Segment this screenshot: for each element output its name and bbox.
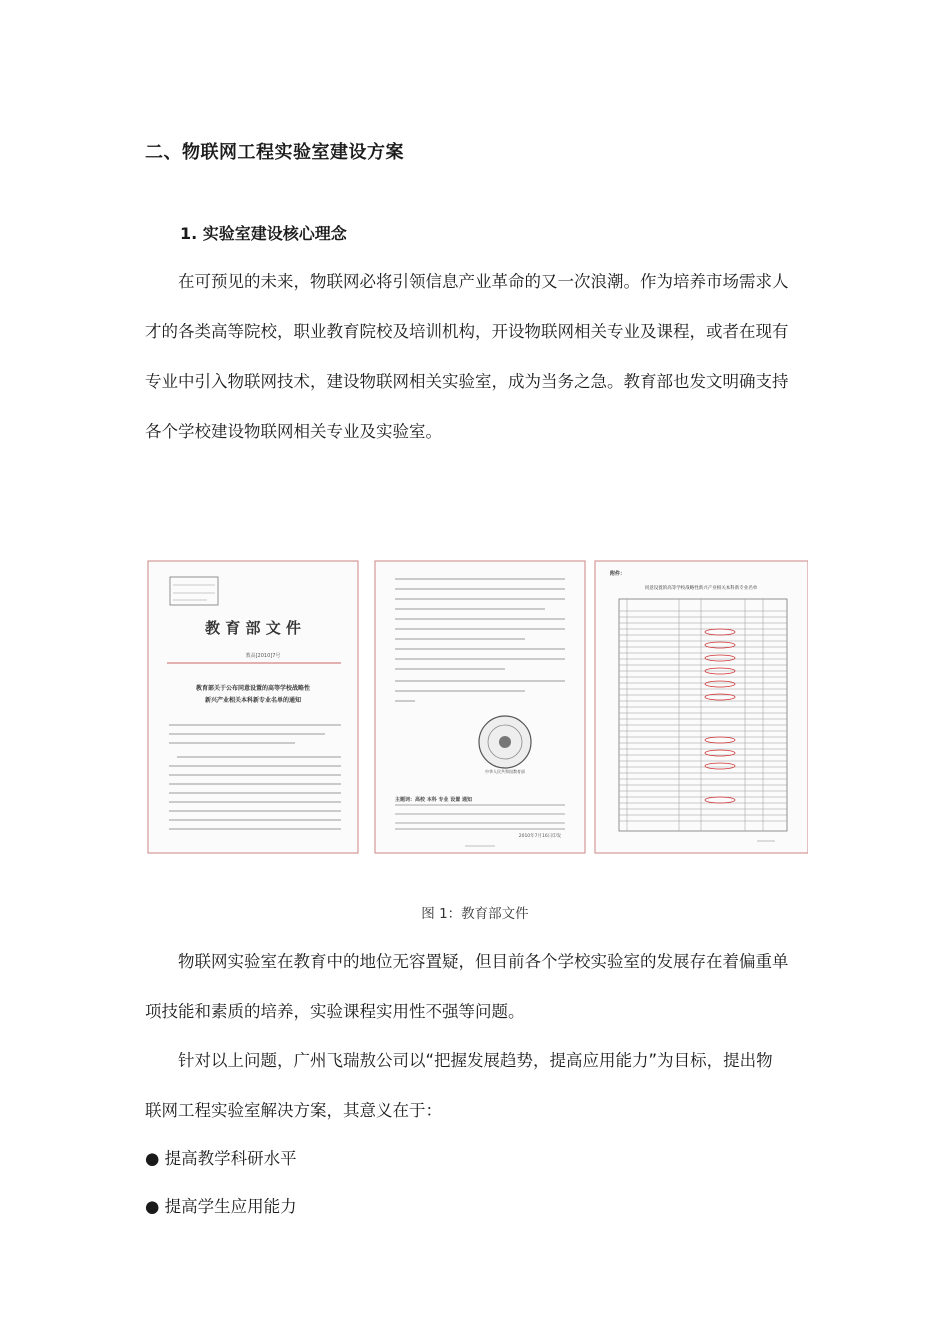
paragraph-line: 联网工程实验室解决方案，其意义在于：: [145, 1101, 442, 1120]
ministry-document-figure: [145, 557, 808, 857]
bullet-item: ● 提高教学科研水平: [145, 1149, 297, 1168]
paragraph-line: 专业中引入物联网技术，建设物联网相关实验室，成为当务之急。教育部也发文明确支持: [145, 372, 789, 391]
doc2-date: 2010年7月16日印发: [518, 834, 562, 839]
doc3-header: 附件：: [610, 571, 626, 577]
doc3-title: 同意设置的高等学校战略性新兴产业相关本科新专业名单: [644, 586, 758, 591]
doc1-notice-line: 新兴产业相关本科新专业名单的通知: [204, 697, 302, 704]
paragraph-problem: [145, 950, 805, 1050]
paragraph-line: 各个学校建设物联网相关专业及实验室。: [145, 422, 442, 441]
paragraph-intro: [145, 270, 805, 470]
paragraph-line: 物联网实验室在教育中的地位无容置疑，但目前各个学校实验室的发展存在着偏重单: [178, 952, 789, 971]
doc1-title: 教 育 部 文 件: [205, 619, 301, 637]
subsection-heading: 1. 实验室建设核心理念: [180, 224, 347, 243]
document-scan-1: [148, 561, 358, 853]
bullet-item: ● 提高学生应用能力: [145, 1197, 297, 1216]
paragraph-solution: [145, 1049, 805, 1149]
paragraph-line: 针对以上问题，广州飞瑞敖公司以“把握发展趋势，提高应用能力”为目标，提出物: [178, 1051, 773, 1070]
document-scan-3: [595, 561, 808, 853]
document-scan-2: [375, 561, 585, 853]
paragraph-line: 在可预见的未来，物联网必将引领信息产业革命的又一次浪潮。作为培养市场需求人: [178, 272, 789, 291]
doc2-topic: 主题词：高校 本科 专业 设置 通知: [395, 797, 472, 803]
paragraph-line: 项技能和素质的培养，实验课程实用性不强等问题。: [145, 1002, 525, 1021]
paragraph-line: 才的各类高等院校，职业教育院校及培训机构，开设物联网相关专业及课程，或者在现有: [145, 322, 789, 341]
figure-caption: 图 1：教育部文件: [421, 906, 529, 922]
section-heading: 二、物联网工程实验室建设方案: [145, 142, 404, 163]
doc1-number: 教高[2010]7号: [245, 653, 281, 659]
doc1-notice-line: 教育部关于公布同意设置的高等学校战略性: [195, 685, 311, 692]
doc2-emblem-text: 中华人民共和国教育部: [485, 769, 525, 774]
bullet-list: [145, 1147, 297, 1243]
